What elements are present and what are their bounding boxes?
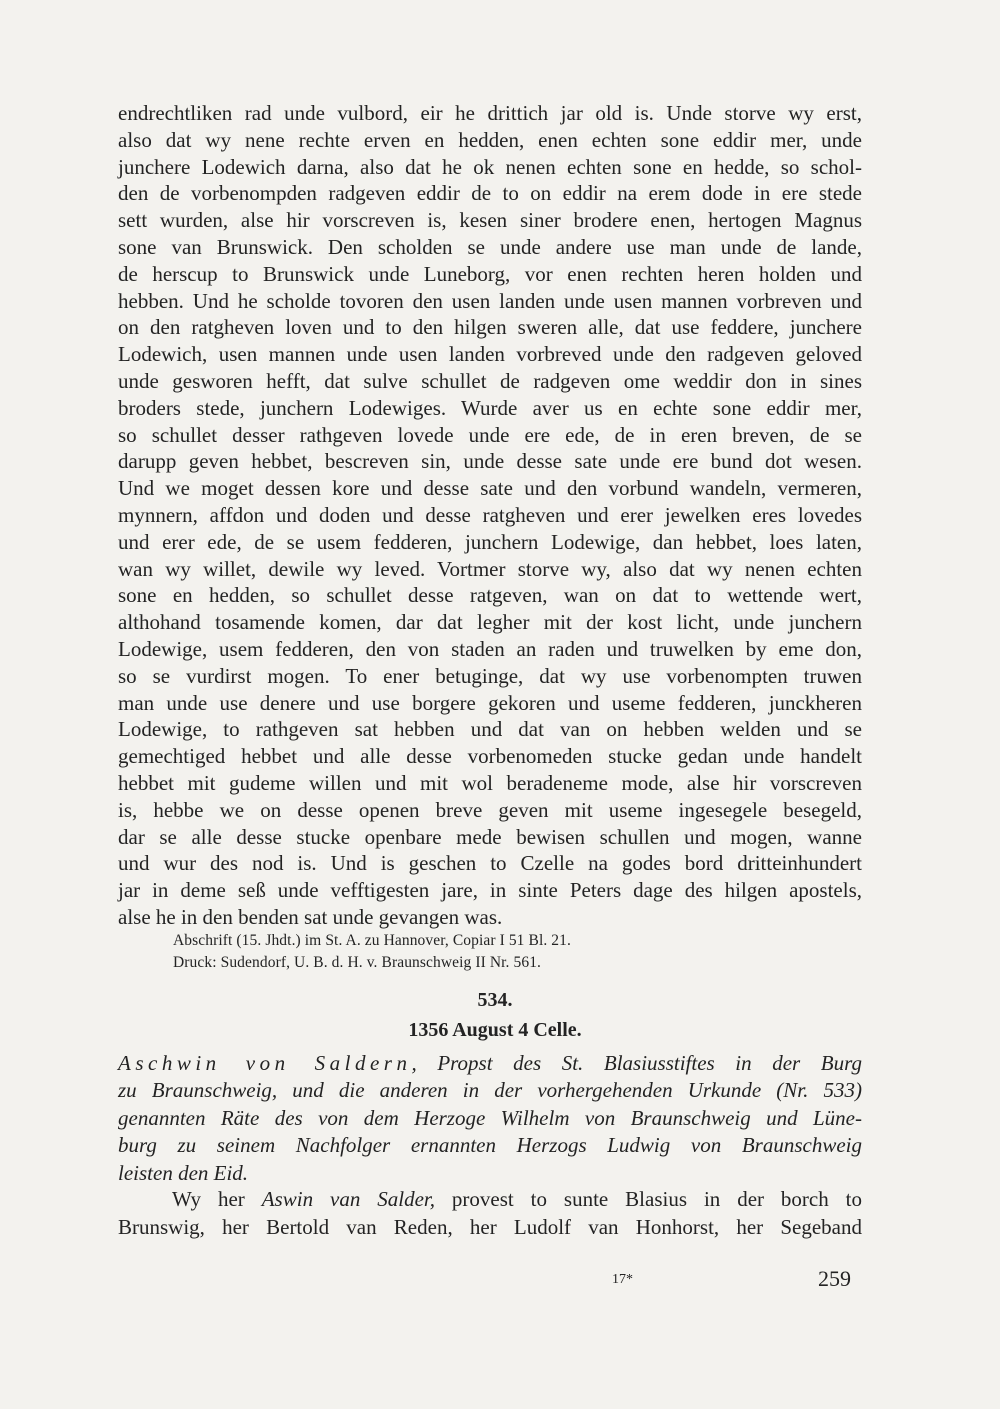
source-note-print: Druck: Sudendorf, U. B. d. H. v. Braunschweig II Nr. 561. xyxy=(173,954,542,971)
regest-line: burg zu seinem Nachfolger ernannten Herzogs Ludwig von Braunschweig xyxy=(118,1133,862,1158)
body-line: alse he in den benden sat unde gevangen was. xyxy=(118,904,503,929)
regest-person-name: Aschwin von Saldern xyxy=(118,1051,412,1075)
body-line: sone van Brunswick. Den scholden se unde andere use man unde de lande, xyxy=(118,234,862,259)
body-line: dar se alle desse stucke openbare mede bewisen schullen und mogen, wanne xyxy=(118,824,862,849)
body-text xyxy=(118,100,862,931)
page-number: 259 xyxy=(818,1266,851,1291)
body-line: mynnern, affdon und doden und desse ratgheven und erer jewelken eres lovedes xyxy=(118,502,862,527)
regest-line: zu Braunschweig, und die anderen in der vorhergehenden Urkunde (Nr. 533) xyxy=(118,1078,862,1103)
document-date: 1356 August 4 Celle. xyxy=(408,1019,582,1041)
body-line: sone en hedden, so schullet desse ratgeven, wan on dat to wettende wert, xyxy=(118,583,862,608)
document-number: 534. xyxy=(477,989,513,1011)
regest-line: genannten Räte des von dem Herzoge Wilhelm von Braunschweig und Lüne- xyxy=(118,1105,862,1130)
regest-summary xyxy=(118,1050,862,1187)
text-rest: provest to sunte Blasius in der borch to xyxy=(435,1187,863,1211)
body-line: de herscup to Brunswick unde Luneborg, vor enen rechten heren holden und xyxy=(118,261,862,286)
source-notes xyxy=(173,930,873,974)
body-line: Lodewige, to rathgeven sat hebben und dat van on hebben welden und se xyxy=(118,717,862,742)
body-line: endrechtliken rad unde vulbord, eir he drittich jar old is. Unde storve wy erst, xyxy=(118,101,862,125)
body-line: Lodewige, usem fedderen, den von staden an raden und truwelken by eme don, xyxy=(118,636,862,661)
body-line: so schullet desser rathgeven lovede unde ere ede, de in eren breven, de se xyxy=(118,422,862,447)
text-name: Aswin van Salder, xyxy=(261,1187,435,1211)
body-line: so se vurdirst mogen. To ener betuginge, dat wy use vorbenompten truwen xyxy=(118,663,862,688)
body-line: und erer ede, de se usem fedderen, junchern Lodewige, dan hebbet, loes laten, xyxy=(118,529,862,554)
body-line: hebben. Und he scholde tovoren den usen landen unde usen mannen vorbreven und xyxy=(118,288,862,313)
regest-line: leisten den Eid. xyxy=(118,1160,249,1185)
body-line: darupp geven hebbet, bescreven sin, unde desse sate unde ere bund dot wesen. xyxy=(118,449,862,474)
body-line: hebbet mit gudeme willen und mit wol beradeneme mode, alse hir vorscreven xyxy=(118,770,862,795)
regest-line-rest: , Propst des St. Blasiusstiftes in der Burg xyxy=(411,1051,863,1075)
source-note-copy: Abschrift (15. Jhdt.) im St. A. zu Hannover, Copiar I 51 Bl. 21. xyxy=(173,932,571,949)
body-line: junchere Lodewich darna, also dat he ok nenen echten sone en hedde, so schol- xyxy=(118,154,862,179)
body-line: Und we moget dessen kore und desse sate und den vorbund wandeln, vermeren, xyxy=(118,476,862,501)
text-line: Brunswig, her Bertold van Reden, her Ludolf van Honhorst, her Segeband xyxy=(118,1214,862,1239)
body-line: unde gesworen hefft, dat sulve schullet de radgeven ome weddir don in sines xyxy=(118,368,862,393)
body-line: den de vorbenompden radgeven eddir de to on eddir na erem dode in ere stede xyxy=(118,181,862,206)
body-line: gemechtiged hebbet und alle desse vorbenomeden stucke gedan unde handelt xyxy=(118,744,862,769)
body-line: jar in deme seß unde vefftigesten jare, in sinte Peters dage des hilgen apostels, xyxy=(118,878,862,903)
text-line xyxy=(118,1186,862,1214)
text-prefix: Wy her xyxy=(172,1187,262,1211)
body-line: broders stede, junchern Lodewiges. Wurde aver us en echte sone eddir mer, xyxy=(118,395,862,420)
document-text-start xyxy=(118,1186,862,1241)
body-line: wan wy willet, dewile wy leved. Vortmer storve wy, also dat wy nenen echten xyxy=(118,556,862,581)
body-line: on den ratgheven loven und to den hilgen sweren alle, dat use feddere, junchere xyxy=(118,315,862,340)
regest-line xyxy=(118,1050,862,1077)
body-line: is, hebbe we on desse openen breve geven mit useme ingesegele besegeld, xyxy=(118,797,862,822)
body-line: man unde use denere und use borgere gekoren und useme fedderen, junckheren xyxy=(118,690,862,715)
body-line: sett wurden, alse hir vorscreven is, kesen siner brodere enen, hertogen Magnus xyxy=(118,208,862,233)
signature-mark: 17* xyxy=(612,1272,633,1287)
body-line: also dat wy nene rechte erven en hedden, enen echten sone eddir mer, unde xyxy=(118,127,862,152)
body-line: althohand tosamende komen, dar dat legher mit der kost licht, unde junchern xyxy=(118,610,862,635)
body-line: und wur des nod is. Und is geschen to Czelle na godes bord dritteinhundert xyxy=(118,851,862,876)
body-line: Lodewich, usen mannen unde usen landen vorbreved unde den radgeven geloved xyxy=(118,342,862,367)
